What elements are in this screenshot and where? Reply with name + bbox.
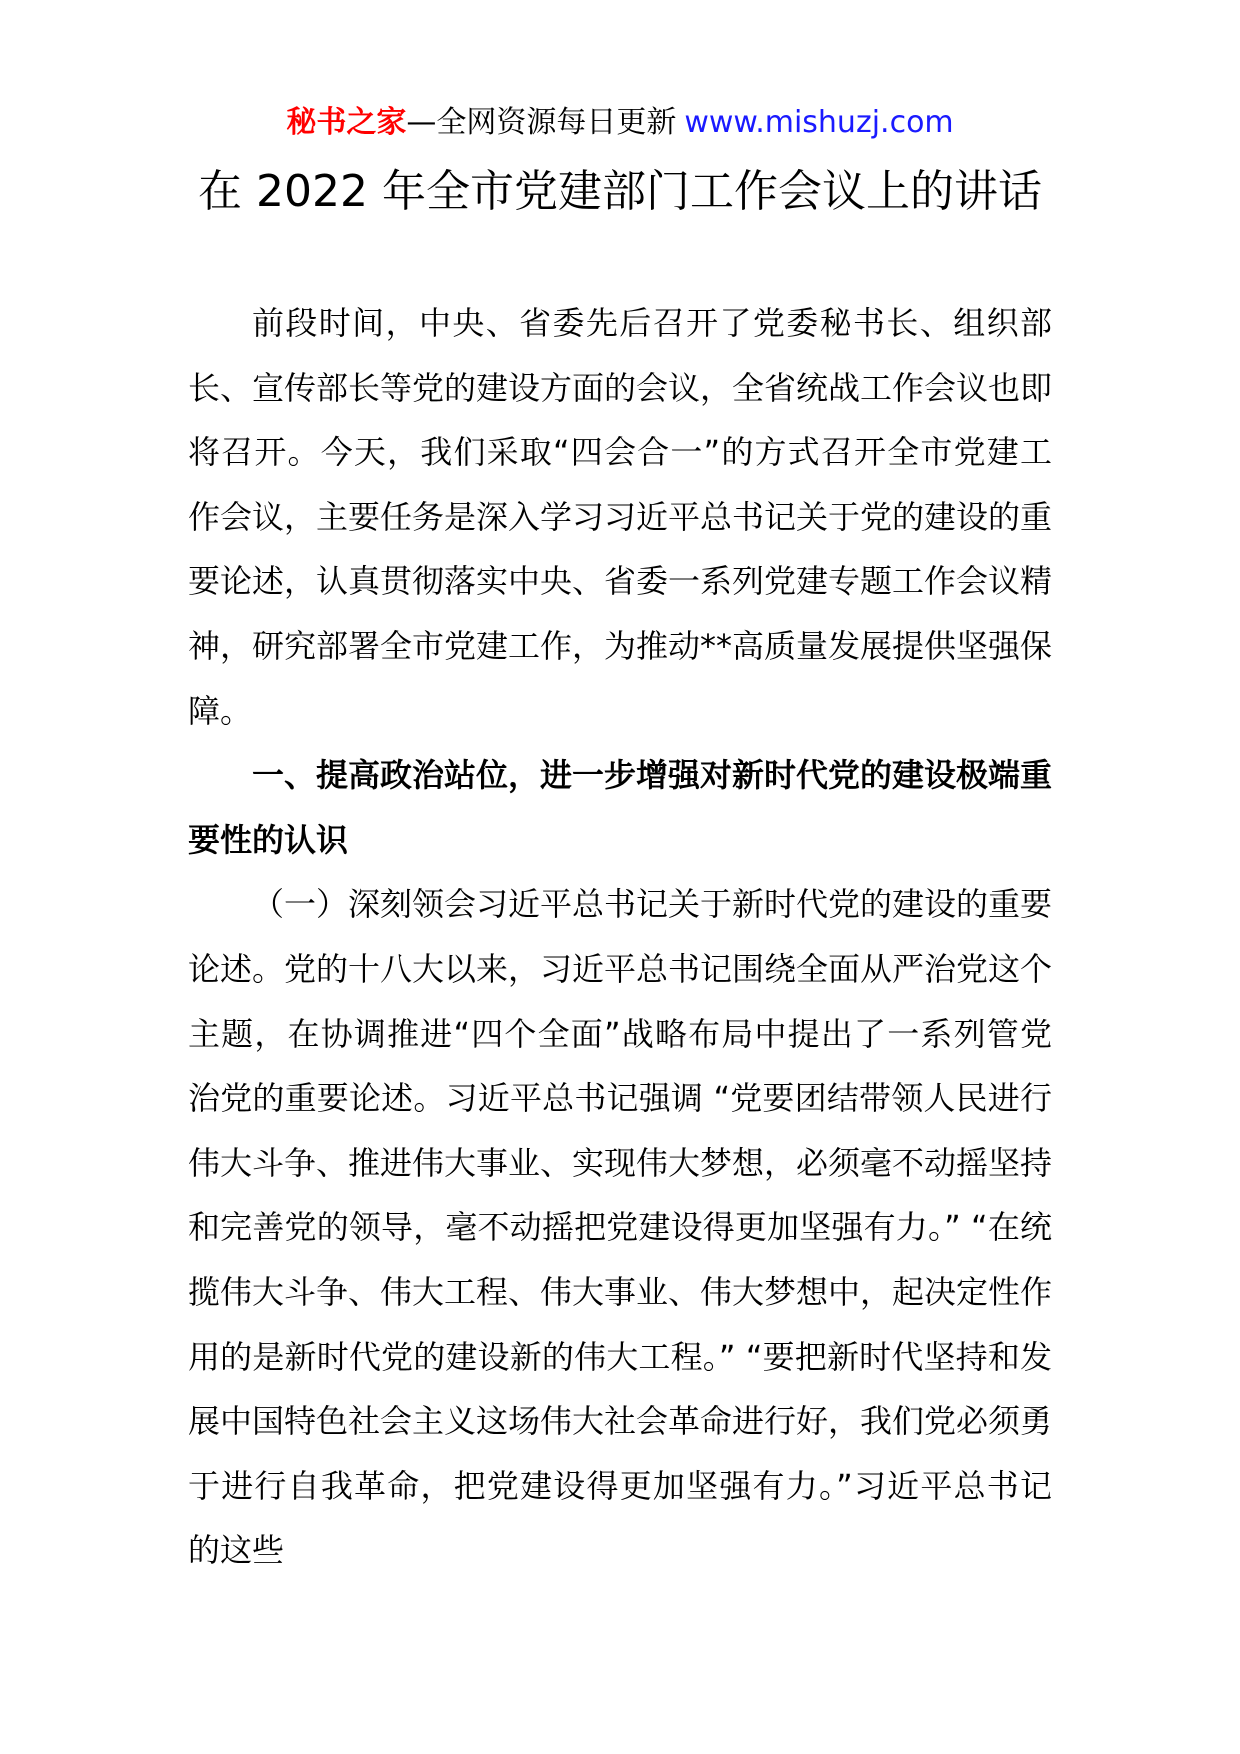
section-heading-1: 一、提高政治站位，进一步增强对新时代党的建设极端重要性的认识 — [188, 756, 1053, 859]
document-body — [188, 291, 1052, 1583]
document-title: 在 2022 年全市党建部门工作会议上的讲话 — [198, 166, 1042, 217]
site-header — [0, 103, 1240, 143]
site-tagline: —全网资源每日更新 — [406, 105, 677, 140]
paragraph-subsection-1: （一）深刻领会习近平总书记关于新时代党的建设的重要论述。党的十八大以来，习近平总书记围绕全面从严治党这个主题，在协调推进“四个全面”战略布局中提出了一系列管党治党的重要论述。习近平总书记强调 “党要团结带领人民进行伟大斗争、推进伟大事业、实现伟大梦想，必须毫不动摇坚持和完善党的领导，毫不动摇把党建设得更加坚强有力。” “在统揽伟大斗争、伟大工程、伟大事业、伟大梦想中，起决定性作用的是新时代党的建设新的伟大工程。” “要把新时代坚持和发展中国特色社会主义这场伟大社会革命进行好，我们党必须勇于进行自我革命，把党建设得更加坚强有力。”习近平总书记的这些 — [188, 885, 1053, 1570]
paragraph-intro: 前段时间，中央、省委先后召开了党委秘书长、组织部长、宣传部长等党的建设方面的会议，全省统战工作会议也即将召开。今天，我们采取“四会合一”的方式召开全市党建工作会议，主要任务是深入学习习近平总书记关于党的建设的重要论述，认真贯彻落实中央、省委一系列党建专题工作会议精神，研究部署全市党建工作，为推动**高质量发展提供坚强保障。 — [188, 304, 1053, 730]
site-brand: 秘书之家 — [286, 105, 407, 140]
site-url-link[interactable]: www.mishuzj.com — [684, 105, 954, 140]
